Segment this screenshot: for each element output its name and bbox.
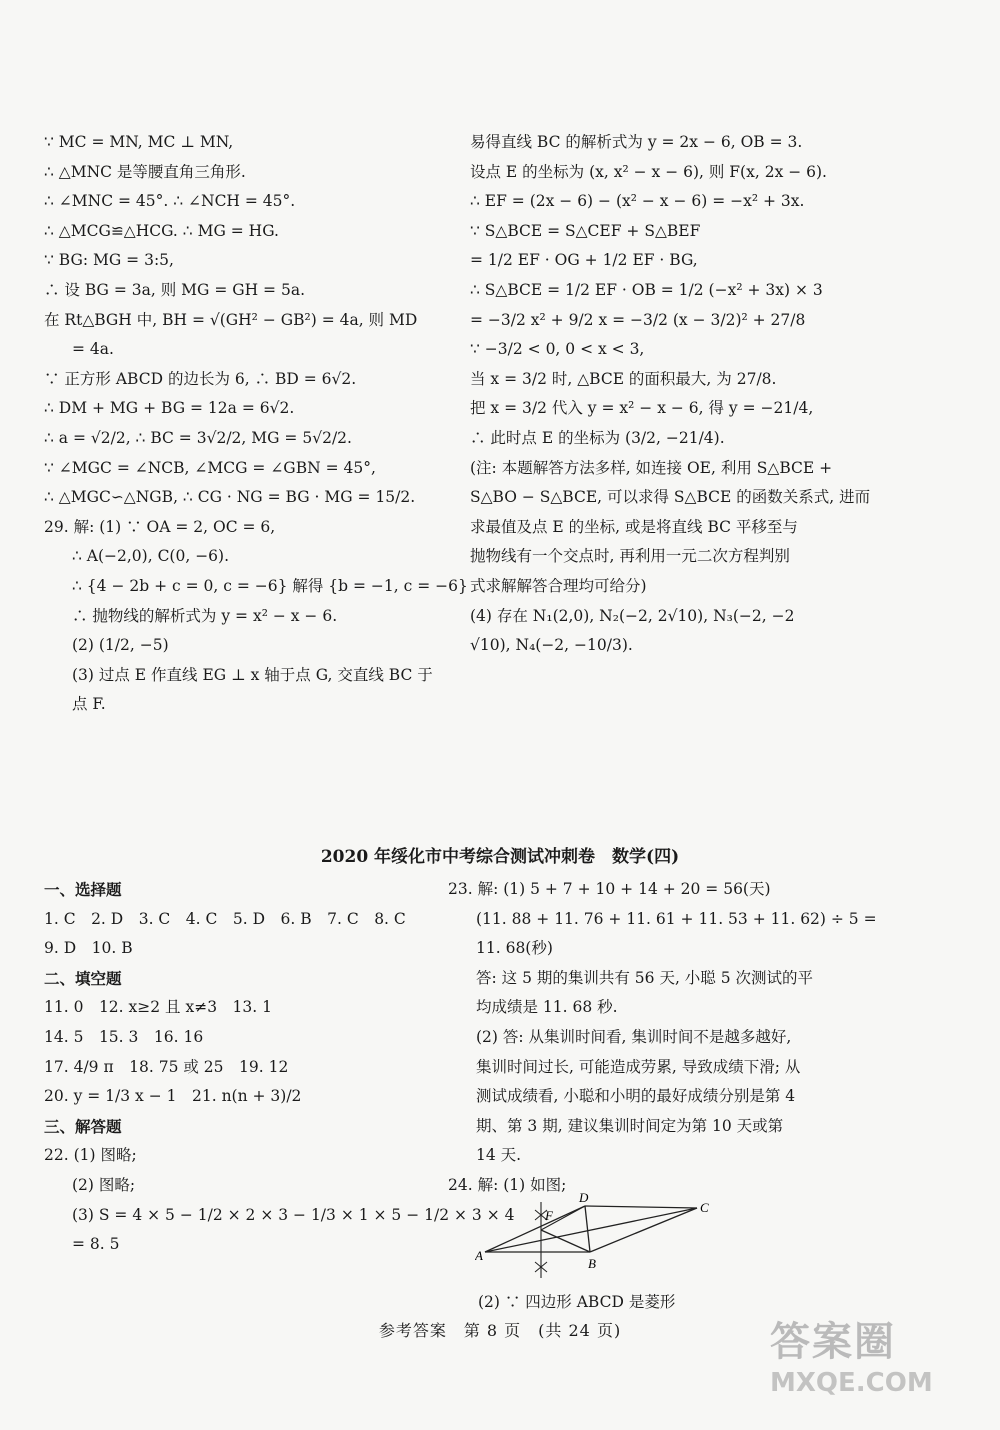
text-line: ∴ a = √2/2, ∴ BC = 3√2/2, MG = 5√2/2. (44, 428, 352, 447)
label-c: C (700, 1200, 709, 1215)
text-line: 在 Rt△BGH 中, BH = √(GH² − GB²) = 4a, 则 MD (44, 310, 418, 329)
text-line: (2) 答: 从集训时间看, 集训时间不是越多越好, (476, 1027, 792, 1046)
text-line: (2) 图略; (72, 1175, 136, 1194)
text-line: ∵ MC = MN, MC ⊥ MN, (44, 133, 234, 151)
text-line: ∴ △MCG≌△HCG. ∴ MG = HG. (44, 221, 279, 240)
text-line: = 8. 5 (72, 1235, 120, 1254)
right-column-bottom (448, 875, 877, 1201)
text-line: 求最值及点 E 的坐标, 或是将直线 BC 平移至与 (470, 517, 798, 536)
line-ac (485, 1208, 697, 1252)
text-line: 20. y = 1/3 x − 1 21. n(n + 3)/2 (44, 1087, 302, 1106)
text-line: S△BO − S△BCE, 可以求得 S△BCE 的函数关系式, 进而 (470, 488, 871, 507)
line-dc (585, 1206, 697, 1208)
page-footer: 参考答案 第 8 页 (共 24 页) (378, 1321, 622, 1340)
text-line: ∵ BG: MG = 3:5, (44, 251, 174, 270)
label-a: A (475, 1248, 483, 1263)
text-line: 22. (1) 图略; (44, 1146, 137, 1165)
label-d: D (579, 1190, 589, 1205)
text-line: 9. D 10. B (44, 939, 133, 958)
line-ad (485, 1206, 585, 1252)
text-line: 17. 4/9 π 18. 75 或 25 19. 12 (44, 1057, 289, 1076)
watermark-url: MXQE.COM (770, 1368, 933, 1398)
text-line: 期、第 3 期, 建议集训时间定为第 10 天或第 (476, 1116, 784, 1135)
right-column-top (470, 128, 871, 661)
text-line: ∴ 此时点 E 的坐标为 (3/2, −21/4). (470, 428, 725, 447)
text-line: (3) 过点 E 作直线 EG ⊥ x 轴于点 G, 交直线 BC 于 (72, 665, 433, 684)
text-line: ∴ △MNC 是等腰直角三角形. (44, 162, 246, 181)
text-line: 23. 解: (1) 5 + 7 + 10 + 14 + 20 = 56(天) (448, 880, 771, 898)
text-line: (2) (1/2, −5) (72, 636, 169, 655)
text-line: 易得直线 BC 的解析式为 y = 2x − 6, OB = 3. (470, 133, 803, 151)
text-line: 14 天. (476, 1146, 522, 1165)
rhombus-figure (475, 1190, 715, 1280)
text-line: 14. 5 15. 3 16. 16 (44, 1027, 204, 1046)
text-line: 三、解答题 (44, 1116, 122, 1136)
line-db (585, 1206, 590, 1252)
text-line: 集训时间过长, 可能造成劳累, 导致成绩下滑; 从 (476, 1057, 801, 1076)
text-line: ∴ 抛物线的解析式为 y = x² − x − 6. (72, 606, 338, 625)
text-line: 11. 0 12. x≥2 且 x≠3 13. 1 (44, 998, 272, 1017)
text-line: (4) 存在 N₁(2,0), N₂(−2, 2√10), N₃(−2, −2 (470, 606, 795, 625)
text-line: 式求解解答合理均可给分) (470, 576, 647, 595)
text-line: = 4a. (72, 340, 114, 359)
text-line: 答: 这 5 期的集训共有 56 天, 小聪 5 次测试的平 (476, 968, 814, 987)
text-line: ∵ S△BCE = S△CEF + S△BEF (470, 221, 701, 240)
text-line: 29. 解: (1) ∵ OA = 2, OC = 6, (44, 517, 276, 536)
text-line: ∴ DM + MG + BG = 12a = 6√2. (44, 399, 295, 418)
text-line: ∴ ∠MNC = 45°. ∴ ∠NCH = 45°. (44, 192, 296, 211)
text-line: 当 x = 3/2 时, △BCE 的面积最大, 为 27/8. (470, 369, 777, 388)
line-fb (541, 1230, 590, 1252)
text-line: 抛物线有一个交点时, 再利用一元二次方程判别 (470, 547, 790, 566)
text-line: ∴ A(−2,0), C(0, −6). (72, 547, 230, 566)
left-column-top (44, 128, 468, 720)
text-line: 测试成绩看, 小聪和小明的最好成绩分别是第 4 (476, 1087, 796, 1106)
text-line: √10), N₄(−2, −10/3). (470, 636, 633, 655)
text-line: ∴ △MGC∽△NGB, ∴ CG · NG = BG · MG = 15/2. (44, 488, 416, 507)
text-line: (3) S = 4 × 5 − 1/2 × 2 × 3 − 1/3 × 1 × 5 − 1/2 × 3 × 4 (72, 1205, 515, 1224)
watermark-text: 答案圈 (770, 1318, 896, 1365)
text-line: ∴ S△BCE = 1/2 EF · OB = 1/2 (−x² + 3x) × 3 (470, 280, 823, 299)
text-line: (注: 本题解答方法多样, 如连接 OE, 利用 S△BCE + (470, 458, 833, 477)
text-line: ∴ 设 BG = 3a, 则 MG = GH = 5a. (44, 280, 306, 299)
section-title: 2020 年绥化市中考综合测试冲刺卷 数学(四) (320, 847, 680, 867)
text-line: ∴ {4 − 2b + c = 0, c = −6} 解得 {b = −1, c = −6} (72, 576, 468, 595)
label-b: B (588, 1256, 596, 1271)
text-line: ∴ EF = (2x − 6) − (x² − x − 6) = −x² + 3x. (470, 192, 805, 211)
text-line: 一、选择题 (44, 880, 122, 899)
text-line: 11. 68(秒) (476, 939, 553, 958)
text-line: 设点 E 的坐标为 (x, x² − x − 6), 则 F(x, 2x − 6). (470, 162, 827, 181)
text-line: ∵ 正方形 ABCD 的边长为 6, ∴ BD = 6√2. (44, 369, 357, 388)
text-line: ∵ −3/2 < 0, 0 < x < 3, (470, 340, 645, 359)
text-line: (11. 88 + 11. 76 + 11. 61 + 11. 53 + 11. 62) ÷ 5 = (476, 909, 877, 928)
text-line: = −3/2 x² + 9/2 x = −3/2 (x − 3/2)² + 27/8 (470, 310, 806, 329)
text-line: 把 x = 3/2 代入 y = x² − x − 6, 得 y = −21/4, (470, 399, 814, 418)
text-line: 二、填空题 (44, 968, 122, 988)
text-line: = 1/2 EF · OG + 1/2 EF · BG, (470, 251, 698, 270)
text-line: 24. 解: (1) 如图; (448, 1175, 567, 1194)
text-line: 1. C 2. D 3. C 4. C 5. D 6. B 7. C 8. C (44, 909, 406, 928)
answer-24-2: (2) ∵ 四边形 ABCD 是菱形 (478, 1293, 676, 1311)
text-line: ∵ ∠MGC = ∠NCB, ∠MCG = ∠GBN = 45°, (44, 458, 376, 477)
watermark-logo (770, 1310, 980, 1415)
label-f: F (545, 1208, 553, 1223)
text-line: 点 F. (72, 695, 106, 714)
text-line: 均成绩是 11. 68 秒. (476, 998, 618, 1017)
line-bc (590, 1208, 697, 1252)
